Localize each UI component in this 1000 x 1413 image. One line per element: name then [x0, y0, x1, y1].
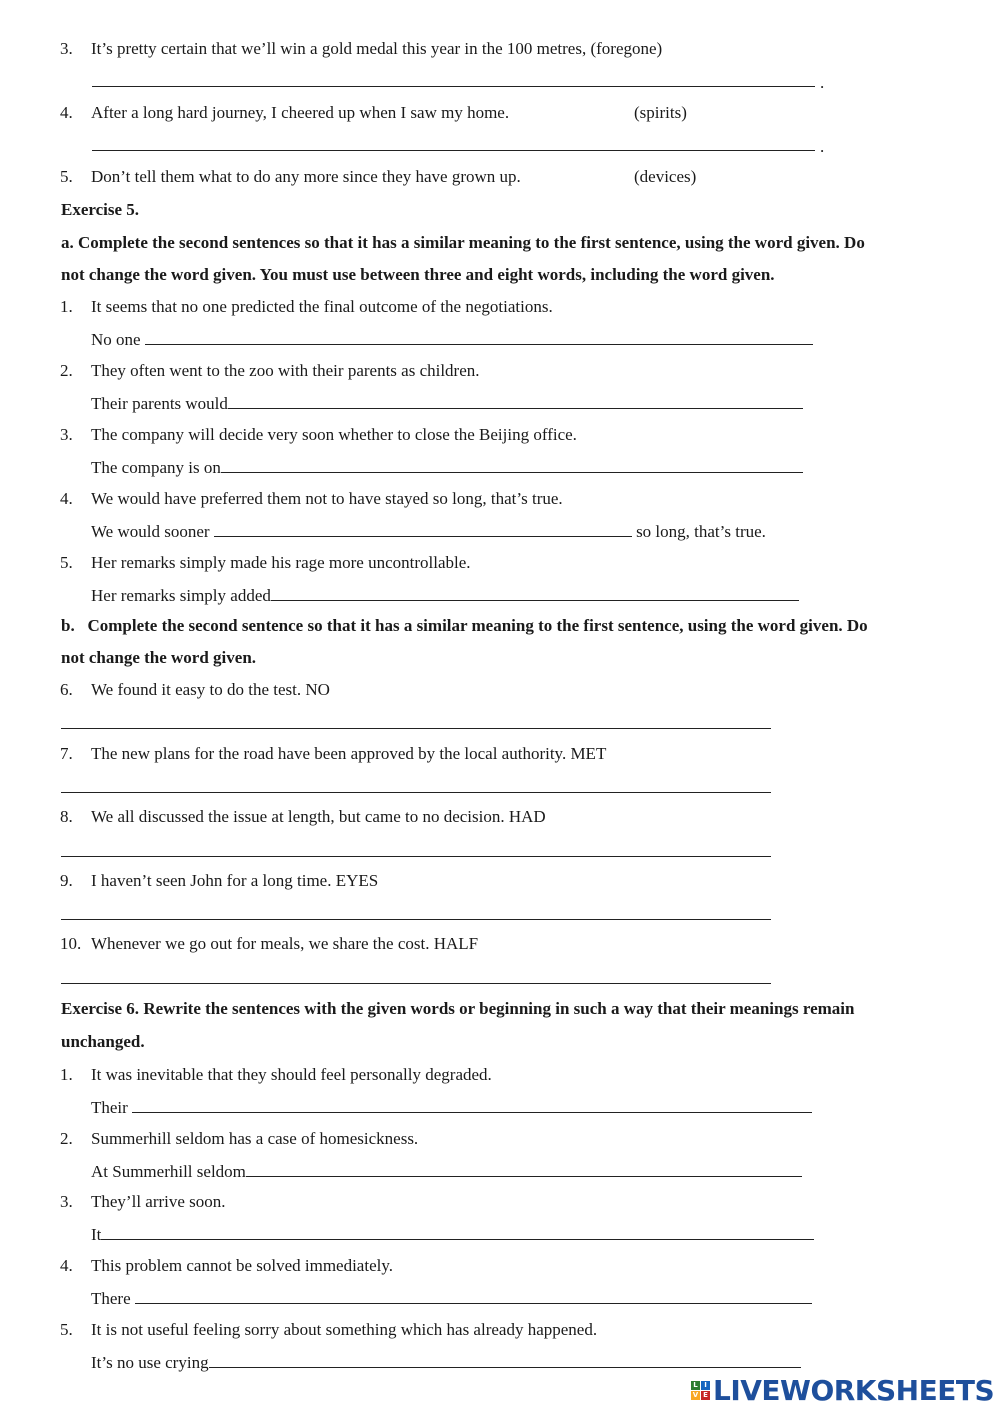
item-text: I haven’t seen John for a long time. EYES: [91, 871, 379, 890]
answer-blank[interactable]: [61, 840, 771, 857]
ex6-answer-3: [91, 1223, 814, 1246]
blank-period: .: [820, 137, 825, 156]
sentence-start: We would sooner: [91, 522, 214, 541]
item-text: It is not useful feeling sorry about something which has already happened.: [91, 1320, 598, 1339]
answer-blank[interactable]: [101, 1223, 814, 1240]
exercise-5a-instructions: a. Complete the second sentences so that it has a similar meaning to the first sentence, using the word given. Do: [61, 233, 865, 252]
item-number: 10.: [60, 934, 82, 953]
answer-blank[interactable]: [132, 1096, 812, 1113]
logo-text: LIVEWORKSHEETS: [713, 1373, 995, 1407]
ex5a-answer-5: [91, 584, 799, 607]
item-number: 9.: [60, 871, 73, 890]
item-number: 5.: [60, 553, 73, 572]
item-text: The company will decide very soon whether to close the Beijing office.: [91, 425, 577, 444]
hint-word: (spirits): [634, 103, 687, 122]
sentence-start: It’s no use crying: [91, 1353, 209, 1372]
ex6-answer-2: [91, 1160, 802, 1183]
item-text: They often went to the zoo with their parents as children.: [91, 361, 480, 380]
logo-mark-e: E: [701, 1391, 710, 1400]
answer-blank[interactable]: [92, 134, 815, 151]
exercise-6-instructions: [61, 998, 854, 1020]
item-number: 3.: [60, 425, 73, 444]
sentence-start: Their: [91, 1098, 133, 1117]
answer-blank[interactable]: [271, 584, 799, 601]
sentence-start: The company is on: [91, 458, 221, 477]
answer-blank[interactable]: [228, 392, 803, 409]
item-number: 8.: [60, 807, 73, 826]
ex5a-answer-3: [91, 456, 803, 479]
ex5a-answer-2: [91, 392, 803, 415]
item-number: 4.: [60, 1256, 73, 1275]
item-text: We found it easy to do the test. NO: [91, 680, 330, 699]
item-text: After a long hard journey, I cheered up when I saw my home.: [91, 103, 510, 122]
item-text: Whenever we go out for meals, we share the cost. HALF: [91, 934, 479, 953]
hint-word: (devices): [634, 167, 697, 186]
answer-blank[interactable]: [61, 967, 771, 984]
answer-blank[interactable]: [61, 776, 771, 793]
item-number: 5.: [60, 1320, 73, 1339]
exercise-5b-instructions-cont: not change the word given.: [61, 648, 257, 667]
answer-blank[interactable]: [246, 1160, 802, 1177]
answer-blank[interactable]: [221, 456, 803, 473]
logo-mark-l: L: [691, 1381, 700, 1390]
item-text: It’s pretty certain that we’ll win a gold medal this year in the 100 metres, (foregone): [91, 39, 663, 58]
item-number: 7.: [60, 744, 73, 763]
item-text: They’ll arrive soon.: [91, 1192, 226, 1211]
item-number: 4.: [60, 103, 73, 122]
item-text: Don’t tell them what to do any more since they have grown up.: [91, 167, 521, 186]
answer-blank[interactable]: [209, 1351, 801, 1368]
item-number: 1.: [60, 1065, 73, 1084]
item-number: 1.: [60, 297, 73, 316]
logo-mark-v: V: [692, 1390, 699, 1399]
logo-mark-icon: [691, 1381, 710, 1400]
item-number: 4.: [60, 489, 73, 508]
sentence-start: Her remarks simply added: [91, 586, 271, 605]
ex6-answer-1: [91, 1096, 812, 1119]
item-number: 2.: [60, 361, 73, 380]
answer-blank[interactable]: [61, 903, 771, 920]
exercise-5b-instructions: b. Complete the second sentence so that it has a similar meaning to the first sentence, using the word given. Do: [61, 616, 868, 635]
answer-blank[interactable]: [145, 328, 813, 345]
item-text: Her remarks simply made his rage more uncontrollable.: [91, 553, 471, 572]
sentence-start: There: [91, 1289, 135, 1308]
sentence-start: At Summerhill seldom: [91, 1162, 246, 1181]
blank-period: .: [820, 73, 825, 92]
sentence-start: It: [91, 1225, 102, 1244]
item-text: The new plans for the road have been approved by the local authority. MET: [91, 744, 607, 763]
item-text: Summerhill seldom has a case of homesickness.: [91, 1129, 419, 1148]
answer-blank[interactable]: [92, 70, 815, 87]
item-number: 6.: [60, 680, 73, 699]
sentence-start: Their parents would: [91, 394, 228, 413]
ex6-answer-4: [91, 1287, 812, 1310]
item-text: We would have preferred them not to have stayed so long, that’s true.: [91, 489, 563, 508]
liveworksheets-logo[interactable]: [691, 1374, 994, 1406]
exercise-5-title: Exercise 5.: [61, 200, 140, 219]
sentence-start: No one: [91, 330, 145, 349]
exercise-6-instr: Rewrite the sentences with the given words or beginning in such a way that their meanings remain: [139, 999, 855, 1018]
item-text: We all discussed the issue at length, but came to no decision. HAD: [91, 807, 546, 826]
ex5a-answer-4: [91, 520, 766, 543]
ex5a-answer-1: [91, 328, 813, 351]
item-number: 5.: [60, 167, 73, 186]
sentence-end: so long, that’s true.: [631, 522, 766, 541]
answer-blank[interactable]: [61, 712, 771, 729]
ex6-answer-5: [91, 1351, 801, 1374]
item-text: This problem cannot be solved immediately.: [91, 1256, 393, 1275]
item-number: 3.: [60, 1192, 73, 1211]
item-text: It seems that no one predicted the final outcome of the negotiations.: [91, 297, 553, 316]
exercise-6-title: Exercise 6.: [61, 999, 140, 1018]
answer-blank[interactable]: [135, 1287, 812, 1304]
item-text: It was inevitable that they should feel personally degraded.: [91, 1065, 492, 1084]
item-number: 2.: [60, 1129, 73, 1148]
exercise-6-instructions-cont: unchanged.: [61, 1032, 145, 1051]
item-number: 3.: [60, 39, 73, 58]
exercise-5a-instructions-cont: not change the word given. You must use between three and eight words, including the word given.: [61, 265, 775, 284]
answer-blank[interactable]: [214, 520, 632, 537]
logo-mark-i: I: [701, 1381, 710, 1390]
